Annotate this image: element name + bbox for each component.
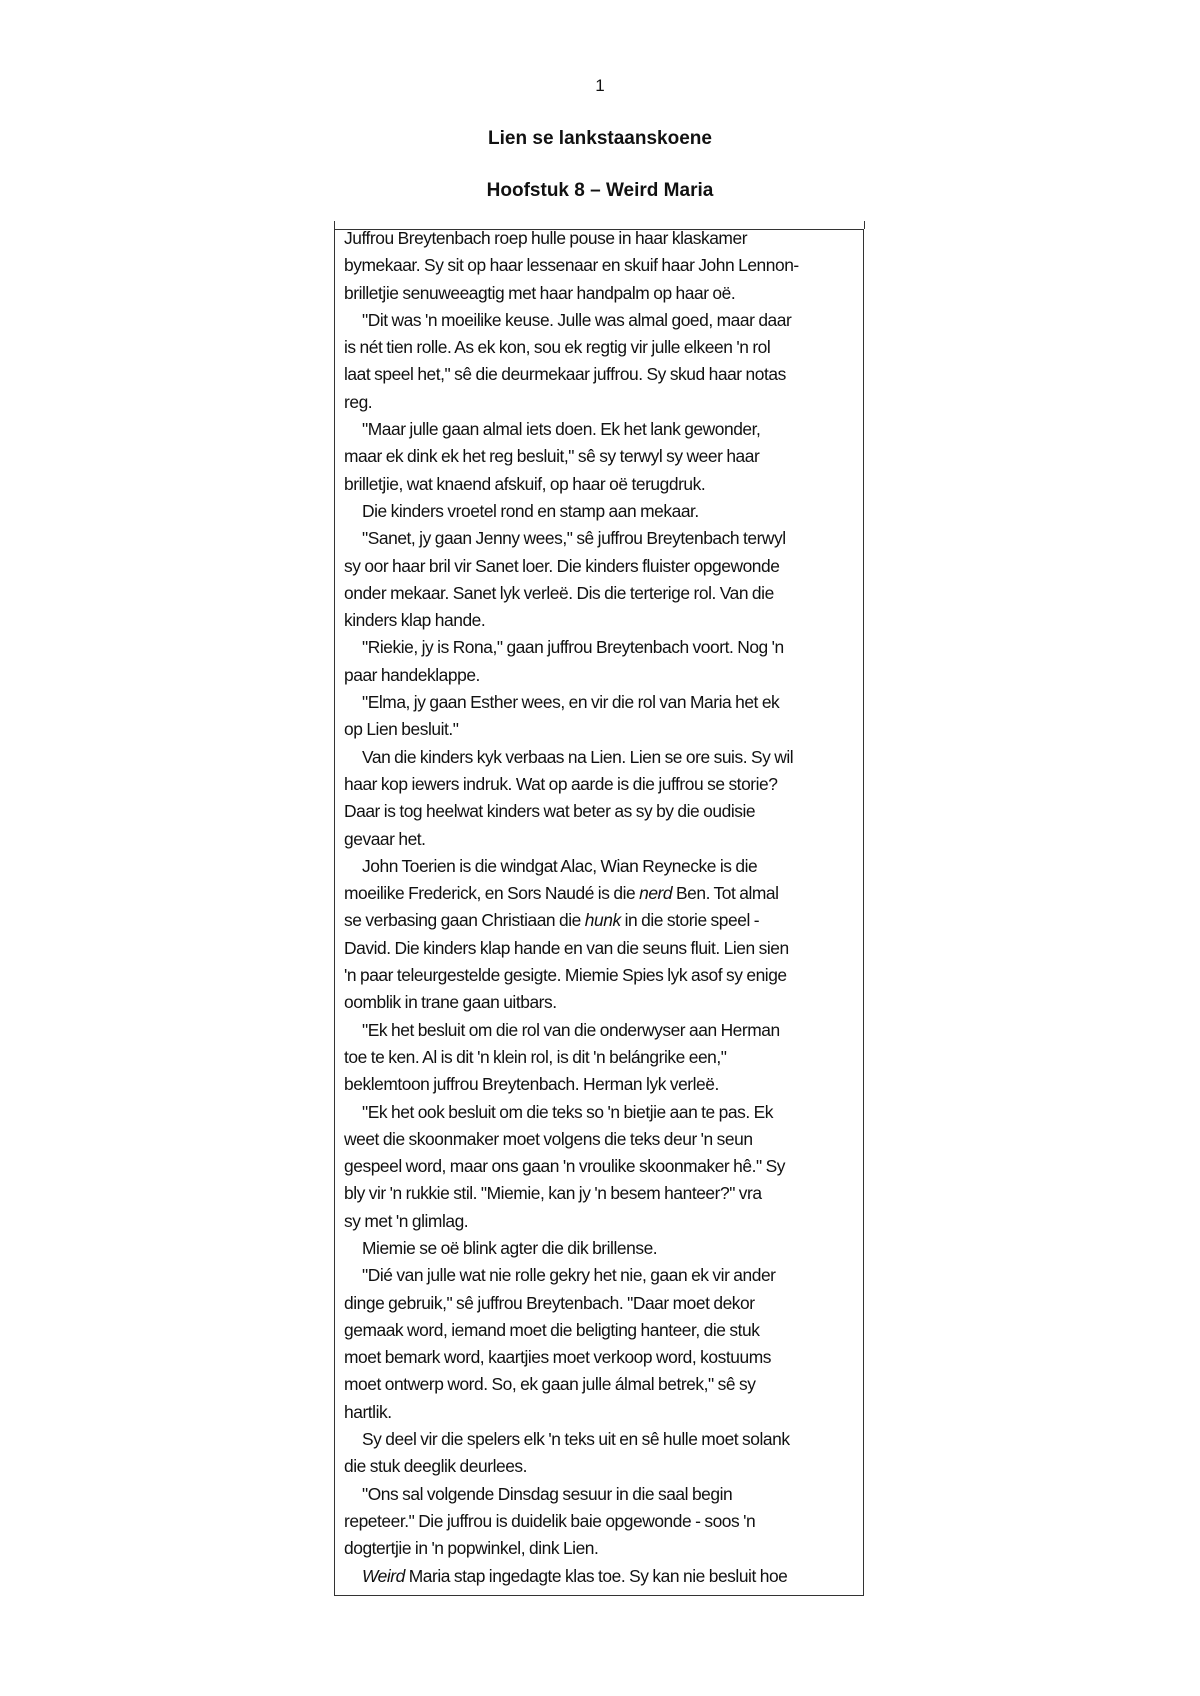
text-segment: Juffrou Breytenbach roep hulle pouse in haar klaskamer: [344, 228, 748, 248]
text-line: [344, 607, 854, 634]
text-segment: is nét tien rolle. As ek kon, sou ek regtig vir julle elkeen 'n rol: [344, 337, 771, 358]
text-segment: "Ek het ook besluit om die teks so 'n bietjie aan te pas. Ek: [362, 1101, 774, 1122]
text-segment: "Riekie, jy is Rona," gaan juffrou Breytenbach voort. Nog 'n: [362, 637, 784, 658]
text-frame: [334, 229, 864, 1596]
text-segment: op Lien besluit.": [344, 719, 459, 740]
text-segment: dogtertjie in 'n popwinkel, dink Lien.: [344, 1538, 599, 1559]
text-segment: bymekaar. Sy sit op haar lessenaar en skuif haar John Lennon-: [344, 255, 799, 276]
text-line: [344, 361, 854, 388]
text-segment: John Toerien is die windgat Alac, Wian Reynecke is die: [362, 855, 758, 876]
text-segment: dinge gebruik," sê juffrou Breytenbach. "Daar moet dekor: [344, 1292, 755, 1313]
text-segment: reg.: [344, 391, 373, 412]
text-line: [344, 744, 854, 771]
text-segment: repeteer." Die juffrou is duidelik baie opgewonde - soos 'n: [344, 1510, 756, 1531]
text-line: [344, 280, 854, 307]
text-line: [344, 989, 854, 1016]
text-line: [344, 1235, 854, 1262]
text-line: [344, 907, 854, 934]
text-segment: "Sanet, jy gaan Jenny wees," sê juffrou Breytenbach terwyl: [362, 528, 786, 549]
text-line: [344, 1071, 854, 1098]
text-segment: "Dié van julle wat nie rolle gekry het nie, gaan ek vir ander: [362, 1265, 776, 1286]
text-segment: in die storie speel -: [620, 910, 760, 931]
text-line: [344, 471, 854, 498]
frame-corner-mark-left: [334, 221, 343, 229]
text-line: [344, 389, 854, 416]
chapter-title: Hoofstuk 8 – Weird Maria: [486, 180, 714, 201]
frame-corner-mark-right: [856, 221, 865, 229]
text-segment: "Ek het besluit om die rol van die onderwyser aan Herman: [362, 1019, 780, 1040]
text-line: [344, 935, 854, 962]
text-segment: Miemie se oë blink agter die dik brillense.: [362, 1237, 658, 1258]
text-line: [344, 853, 854, 880]
text-segment: oomblik in trane gaan uitbars.: [344, 992, 557, 1013]
text-line: [344, 962, 854, 989]
italic-text-segment: nerd: [639, 883, 673, 904]
text-segment: beklemtoon juffrou Breytenbach. Herman lyk verleë.: [344, 1074, 719, 1095]
text-segment: 'n paar teleurgestelde gesigte. Miemie Spies lyk asof sy enige: [344, 965, 787, 986]
text-line: [344, 443, 854, 470]
text-segment: "Ons sal volgende Dinsdag sesuur in die saal begin: [362, 1483, 733, 1504]
text-segment: brilletjie, wat knaend afskuif, op haar oë terugdruk.: [344, 473, 706, 494]
text-segment: sy oor haar bril vir Sanet loer. Die kinders fluister opgewonde: [344, 555, 780, 576]
page-number: 1: [595, 76, 605, 95]
book-title: Lien se lankstaanskoene: [488, 128, 712, 149]
text-segment: moeilike Frederick, en Sors Naudé is die: [344, 883, 640, 904]
text-line: [344, 716, 854, 743]
text-segment: David. Die kinders klap hande en van die seuns fluit. Lien sien: [344, 937, 789, 958]
text-segment: brilletjie senuweeagtig met haar handpalm op haar oë.: [344, 282, 736, 303]
text-line: [344, 416, 854, 443]
text-segment: maar ek dink ek het reg besluit," sê sy terwyl sy weer haar: [344, 446, 760, 467]
text-segment: onder mekaar. Sanet lyk verleë. Dis die terterige rol. Van die: [344, 582, 774, 603]
text-line: [344, 1099, 854, 1126]
text-line: [344, 1344, 854, 1371]
text-segment: weet die skoonmaker moet volgens die teks deur 'n seun: [344, 1128, 753, 1149]
text-line: [344, 662, 854, 689]
text-segment: laat speel het," sê die deurmekaar juffrou. Sy skud haar notas: [344, 364, 786, 385]
text-segment: gemaak word, iemand moet die beligting hanteer, die stuk: [344, 1319, 760, 1340]
text-line: [344, 1426, 854, 1453]
text-line: [344, 1290, 854, 1317]
text-segment: paar handeklappe.: [344, 664, 480, 685]
text-line: [344, 334, 854, 361]
body-text: [344, 225, 854, 1590]
text-line: [344, 1180, 854, 1207]
text-line: [344, 1208, 854, 1235]
text-segment: moet ontwerp word. So, ek gaan julle álmal betrek," sê sy: [344, 1374, 756, 1395]
text-line: [344, 225, 854, 252]
text-line: [344, 1563, 854, 1590]
text-line: [344, 826, 854, 853]
text-segment: gevaar het.: [344, 828, 426, 849]
text-line: [344, 1508, 854, 1535]
text-segment: "Maar julle gaan almal iets doen. Ek het lank gewonder,: [362, 419, 761, 440]
text-line: [344, 1153, 854, 1180]
text-segment: moet bemark word, kaartjies moet verkoop word, kostuums: [344, 1347, 771, 1368]
text-line: [344, 580, 854, 607]
text-segment: Sy deel vir die spelers elk 'n teks uit en sê hulle moet solank: [362, 1429, 790, 1450]
text-segment: Die kinders vroetel rond en stamp aan mekaar.: [362, 500, 699, 521]
text-segment: Ben. Tot almal: [672, 883, 779, 904]
text-segment: Daar is tog heelwat kinders wat beter as sy by die oudisie: [344, 801, 756, 822]
text-line: [344, 1453, 854, 1480]
text-line: [344, 1481, 854, 1508]
text-segment: Van die kinders kyk verbaas na Lien. Lien se ore suis. Sy wil: [362, 746, 794, 767]
text-line: [344, 1126, 854, 1153]
text-line: [344, 525, 854, 552]
text-line: [344, 771, 854, 798]
text-segment: haar kop iewers indruk. Wat op aarde is die juffrou se storie?: [344, 773, 778, 794]
text-line: [344, 880, 854, 907]
text-segment: sy met 'n glimlag.: [344, 1210, 469, 1231]
text-segment: kinders klap hande.: [344, 610, 486, 631]
text-segment: hartlik.: [344, 1401, 392, 1422]
text-line: [344, 553, 854, 580]
text-line: [344, 498, 854, 525]
text-segment: die stuk deeglik deurlees.: [344, 1456, 528, 1477]
text-line: [344, 307, 854, 334]
text-line: [344, 634, 854, 661]
italic-text-segment: Weird: [362, 1565, 405, 1586]
text-segment: "Dit was 'n moeilike keuse. Julle was almal goed, maar daar: [362, 309, 792, 330]
text-segment: se verbasing gaan Christiaan die: [344, 910, 585, 931]
text-segment: toe te ken. Al is dit 'n klein rol, is dit 'n belángrike een,": [344, 1046, 727, 1067]
text-line: [344, 1399, 854, 1426]
text-segment: gespeel word, maar ons gaan 'n vroulike skoonmaker hê." Sy: [344, 1156, 785, 1177]
text-line: [344, 689, 854, 716]
text-line: [344, 1262, 854, 1289]
text-line: [344, 1017, 854, 1044]
text-segment: Maria stap ingedagte klas toe. Sy kan nie besluit hoe: [404, 1565, 788, 1586]
text-line: [344, 1044, 854, 1071]
text-segment: bly vir 'n rukkie stil. "Miemie, kan jy 'n besem hanteer?" vra: [344, 1183, 762, 1204]
text-line: [344, 1317, 854, 1344]
text-segment: "Elma, jy gaan Esther wees, en vir die rol van Maria het ek: [362, 692, 780, 713]
text-line: [344, 1535, 854, 1562]
text-line: [344, 252, 854, 279]
text-line: [344, 798, 854, 825]
italic-text-segment: hunk: [584, 910, 621, 931]
text-line: [344, 1371, 854, 1398]
